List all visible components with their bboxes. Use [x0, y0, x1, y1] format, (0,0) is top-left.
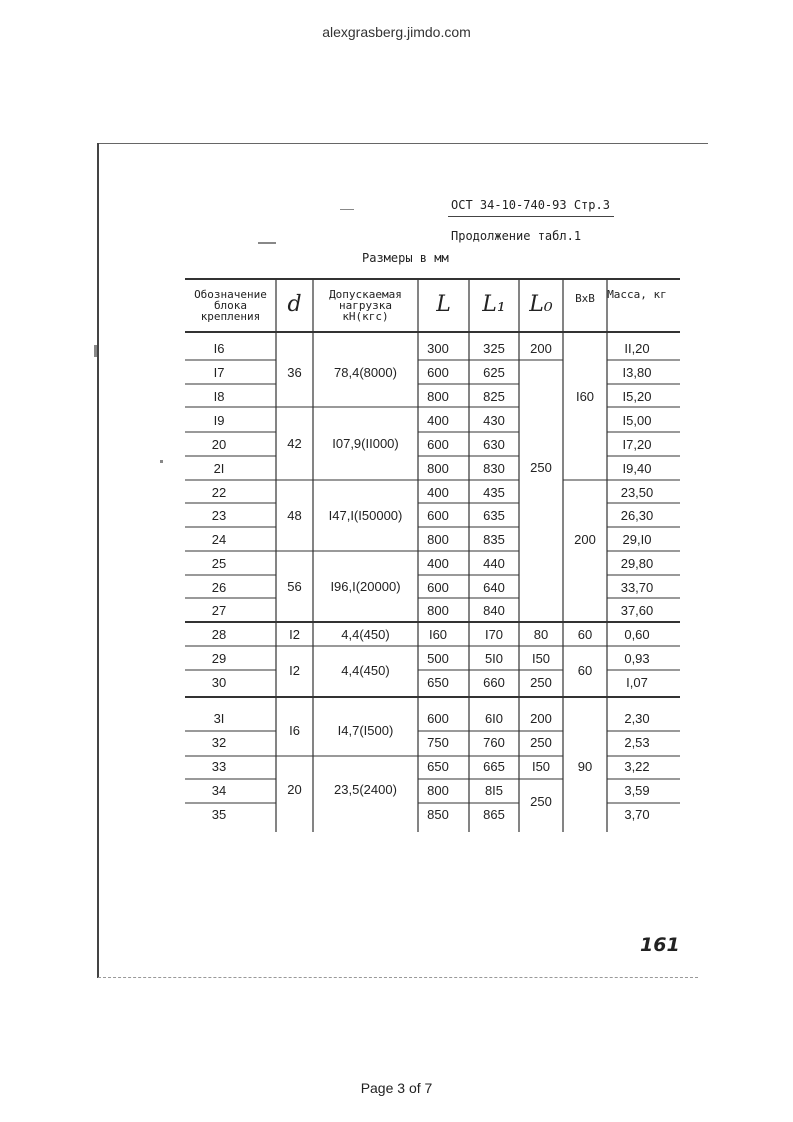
d-group-cell: 56	[287, 579, 302, 594]
d-group-cell: I6	[289, 723, 300, 738]
row-L1: 830	[483, 461, 505, 476]
header-L: L	[436, 292, 451, 317]
table-continuation-label: Продолжение табл.1	[451, 229, 582, 243]
d-group-cell: 20	[287, 782, 302, 797]
row-L1: 835	[483, 532, 505, 547]
page-indicator: Page 3 of 7	[360, 1080, 433, 1096]
row-L1: 430	[483, 413, 505, 428]
row-mass: 0,60	[624, 627, 650, 642]
row-designation: 34	[211, 783, 227, 798]
row-L: 600	[427, 580, 449, 595]
d-group-cell: I2	[289, 663, 300, 678]
row-designation: I6	[213, 341, 225, 356]
row-L: 400	[427, 485, 449, 500]
row-L1: 825	[483, 389, 505, 404]
row-L1: 840	[483, 603, 505, 618]
row-L: 750	[427, 735, 449, 750]
units-label: Размеры в мм	[362, 251, 449, 265]
l0-group-cell: 250	[530, 794, 552, 809]
row-L1: 665	[483, 759, 505, 774]
bxb-group-cell: 60	[577, 663, 593, 678]
row-mass: II,20	[624, 341, 650, 356]
row-designation: I7	[213, 365, 225, 380]
row-L: 300	[427, 341, 449, 356]
load-group-cell: I96,I(20000)	[330, 579, 401, 594]
row-L: 400	[427, 556, 449, 571]
row-mass: I7,20	[622, 437, 652, 452]
bxb-group-cell: 90	[577, 759, 593, 774]
row-designation: 26	[211, 580, 227, 595]
row-L: 500	[427, 651, 449, 666]
l0-group-cell: 80	[533, 627, 549, 642]
bxb-group-cell: I60	[575, 389, 595, 404]
row-mass: 2,30	[624, 711, 650, 726]
row-L: 650	[427, 759, 449, 774]
header-L1: L₁	[482, 292, 506, 317]
row-designation: 35	[211, 807, 227, 822]
header-bxb: ВхВ	[575, 292, 595, 305]
load-group-cell: I4,7(I500)	[337, 723, 394, 738]
l0-group-cell: 200	[530, 711, 552, 726]
load-group-cell: 23,5(2400)	[334, 782, 397, 797]
row-L: 850	[427, 807, 449, 822]
load-group-cell: I47,I(I50000)	[328, 508, 403, 523]
row-mass: I,07	[626, 675, 648, 690]
l0-group-cell: 200	[530, 341, 552, 356]
row-mass: I5,00	[622, 413, 652, 428]
bxb-group-cell: 200	[574, 532, 596, 547]
row-L: I60	[428, 627, 448, 642]
row-mass: 33,70	[620, 580, 654, 595]
row-L1: 435	[483, 485, 505, 500]
row-L1: 865	[483, 807, 505, 822]
row-mass: I3,80	[622, 365, 652, 380]
row-L1: 5I0	[484, 651, 504, 666]
header-L0: L₀	[529, 292, 553, 317]
row-mass: 2,53	[624, 735, 650, 750]
row-L: 650	[427, 675, 449, 690]
row-mass: I9,40	[622, 461, 652, 476]
l0-group-cell: 250	[530, 675, 552, 690]
l0-group-cell: 250	[530, 735, 552, 750]
row-mass: 3,59	[624, 783, 650, 798]
row-mass: 29,80	[620, 556, 654, 571]
document-page-number: 161	[640, 934, 680, 956]
row-designation: 30	[211, 675, 227, 690]
row-L1: 635	[483, 508, 505, 523]
d-group-cell: 42	[287, 436, 302, 451]
row-designation: 3I	[213, 711, 225, 726]
header-designation: Обозначение блока крепления	[194, 288, 267, 323]
row-designation: 22	[211, 485, 227, 500]
header-d: d	[287, 292, 302, 317]
row-mass: 3,70	[624, 807, 650, 822]
load-group-cell: 4,4(450)	[341, 627, 390, 642]
row-designation: I9	[213, 413, 225, 428]
l0-group-cell: I50	[531, 651, 551, 666]
row-L1: I70	[484, 627, 504, 642]
row-L1: 760	[483, 735, 505, 750]
row-L: 800	[427, 389, 449, 404]
row-mass: 29,I0	[622, 532, 652, 547]
row-mass: 23,50	[620, 485, 654, 500]
row-L: 600	[427, 711, 449, 726]
site-header[interactable]: alexgrasberg.jimdo.com	[322, 24, 471, 40]
row-designation: 24	[211, 532, 227, 547]
row-L: 800	[427, 461, 449, 476]
d-group-cell: 36	[287, 365, 302, 380]
d-group-cell: 48	[287, 508, 302, 523]
row-designation: 2I	[213, 461, 225, 476]
row-L: 800	[427, 532, 449, 547]
row-designation: 29	[211, 651, 227, 666]
row-designation: 23	[211, 508, 227, 523]
row-L1: 325	[483, 341, 505, 356]
row-L: 600	[427, 437, 449, 452]
row-mass: 3,22	[624, 759, 650, 774]
row-L: 600	[427, 365, 449, 380]
header-load: Допускаемая нагрузка кН(кгс)	[329, 288, 402, 323]
row-L1: 440	[483, 556, 505, 571]
row-designation: 28	[211, 627, 227, 642]
row-L: 800	[427, 603, 449, 618]
l0-group-cell: I50	[531, 759, 551, 774]
row-designation: I8	[213, 389, 225, 404]
row-designation: 27	[211, 603, 227, 618]
load-group-cell: I07,9(II000)	[332, 436, 399, 451]
row-L1: 630	[483, 437, 505, 452]
l0-group-cell: 250	[530, 460, 552, 475]
row-L1: 8I5	[484, 783, 504, 798]
d-group-cell: I2	[289, 627, 300, 642]
row-L: 400	[427, 413, 449, 428]
row-mass: 26,30	[620, 508, 654, 523]
bxb-group-cell: 60	[577, 627, 593, 642]
load-group-cell: 78,4(8000)	[334, 365, 397, 380]
row-designation: 25	[211, 556, 227, 571]
row-designation: 32	[211, 735, 227, 750]
header-mass: Масса, кг	[607, 288, 667, 301]
row-L: 800	[427, 783, 449, 798]
row-designation: 20	[211, 437, 227, 452]
row-L1: 660	[483, 675, 505, 690]
row-mass: I5,20	[622, 389, 652, 404]
row-mass: 37,60	[620, 603, 654, 618]
document-code: ОСТ 34-10-740-93 Стр.3	[451, 198, 610, 212]
row-L1: 640	[483, 580, 505, 595]
row-mass: 0,93	[624, 651, 650, 666]
load-group-cell: 4,4(450)	[341, 663, 390, 678]
row-designation: 33	[211, 759, 227, 774]
row-L1: 625	[483, 365, 505, 380]
row-L1: 6I0	[484, 711, 504, 726]
row-L: 600	[427, 508, 449, 523]
